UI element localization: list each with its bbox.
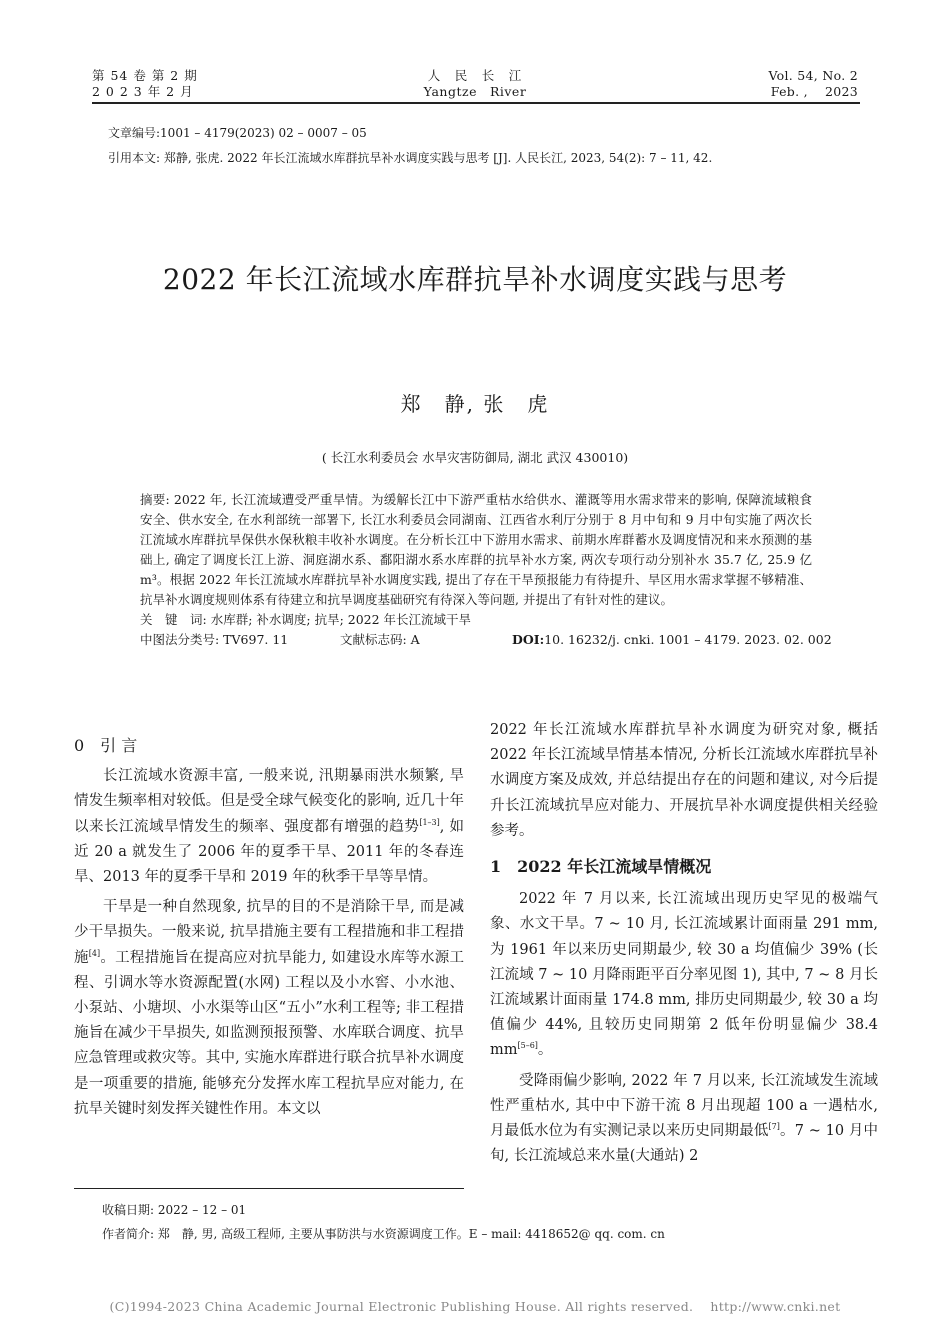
- p3-text-a: 2022 年 7 月以来, 长江流域出现历史罕见的极端气象、水文干旱。7 ~ 10 月, 长江流域累计面雨量 291 mm, 为 1961 年以来历史同期最少, 较 30 a 均值偏少 39% (长江流域 7 ~ 10 月降雨距平百分率见图 1), 其中, 7 ~ 8 月长江流域累计面雨量 174.8 mm, 排历史同期最少, 较 30 a 均值偏少 44%, 且较历史同期第 2 低年份明显偏少 38.4 mm: [490, 891, 878, 1059]
- section-1-title: 1 2022 年长江流域旱情概况: [490, 857, 712, 877]
- article-number: 文章编号:1001 – 4179(2023) 02 – 0007 – 05: [108, 126, 367, 140]
- journal-name: [375, 68, 575, 100]
- paragraph-4: [490, 1069, 878, 1170]
- journal-volume-en: [768, 68, 858, 100]
- p2-text-b: 。工程措施旨在提高应对抗旱能力, 如建设水库等水源工程、引调水等水资源配置(水网) 工程以及小水窖、小水池、小泵站、小塘坝、小水渠等山区“五小”水利工程等; 非工程措施旨在减少干旱损失, 如监测预报预警、水库联合调度、抗旱应急管理或救灾等。其中, 实施水库群进行联合抗旱补水调度是一项重要的措施, 能够充分发挥水库工程抗旱应对能力, 在抗旱关键时刻发挥关键性作用。本文以: [74, 949, 465, 1117]
- journal-issue: [92, 68, 198, 100]
- keywords-label: 关 键 词:: [140, 612, 207, 627]
- author-bio: 作者简介: 郑 静, 男, 高级工程师, 主要从事防洪与水资源调度工作。E – mail: 4418652@ qq. com. cn: [102, 1227, 665, 1241]
- paragraph-3: [490, 887, 878, 1063]
- abstract-block: [140, 490, 832, 650]
- paragraph-1: [74, 764, 464, 890]
- journal-name-en: Yangtze River: [423, 84, 527, 99]
- section-0-title: 0 引 言: [74, 736, 138, 755]
- paragraph-2: [74, 895, 464, 1122]
- volume-en: Vol. 54, No. 2: [768, 68, 858, 83]
- keywords: [140, 610, 812, 630]
- p1-text-a: 长江流域水资源丰富, 一般来说, 汛期暴雨洪水频繁, 旱情发生频率相对较低。但是受全球气候变化的影响, 近几十年以来长江流域旱情发生的频率、强度都有增强的趋势: [74, 768, 464, 835]
- affiliation: ( 长江水利委员会 水旱灾害防御局, 湖北 武汉 430010): [321, 450, 629, 465]
- p4-text-a: 受降雨偏少影响, 2022 年 7 月以来, 长江流域发生流域性严重枯水, 其中中下游干流 8 月出现超 100 a 一遇枯水, 月最低水位为有实测记录以来历史同期最低: [490, 1072, 878, 1140]
- doi: [512, 630, 832, 650]
- issue-volume: 第 54 卷 第 2 期: [92, 68, 198, 83]
- doi-label: DOI:: [512, 632, 545, 647]
- left-column: [74, 733, 464, 1122]
- journal-name-cn: 人 民 长 江: [427, 68, 523, 83]
- authors: 郑 静, 张 虎: [400, 392, 550, 416]
- citation: 引用本文: 郑静, 张虎. 2022 年长江流域水库群抗旱补水调度实践与思考 [J]. 人民长江, 2023, 54(2): 7 – 11, 42.: [108, 151, 713, 165]
- citation-ref: [4]: [88, 948, 101, 958]
- paper-title: 2022 年长江流域水库群抗旱补水调度实践与思考: [162, 263, 788, 296]
- received-date: 收稿日期: 2022 – 12 – 01: [102, 1203, 247, 1217]
- right-column: [490, 718, 878, 1169]
- document-code: 文献标志码: A: [340, 632, 420, 647]
- issue-date: 2 0 2 3 年 2 月: [92, 84, 194, 99]
- citation-ref: [7]: [768, 1122, 780, 1132]
- p1-text-b: , 如近 20 a 就发生了 2006 年的夏季干旱、2011 年的冬春连旱、2013 年的夏季干旱和 2019 年的秋季干旱等旱情。: [74, 818, 464, 886]
- paragraph-continued: 2022 年长江流域水库群抗旱补水调度为研究对象, 概括 2022 年长江流域旱情基本情况, 分析长江流域水库群抗旱补水调度方案及成效, 并总结提出存在的问题和建议, 对今后提升长江流域抗旱应对能力、开展抗旱补水调度提供相关经验参考。: [490, 722, 878, 839]
- doi-value: 10. 16232/j. cnki. 1001 – 4179. 2023. 02. 002: [544, 632, 832, 647]
- classification-row: [140, 630, 832, 650]
- keywords-text: 水库群; 补水调度; 抗旱; 2022 年长江流域干旱: [210, 612, 472, 627]
- p4-text-b: 。7 ~ 10 月中旬, 长江流域总来水量(大通站) 2: [490, 1123, 879, 1165]
- date-en: Feb. , 2023: [770, 84, 858, 99]
- p3-text-b: 。: [537, 1042, 553, 1059]
- p2-text-a: 干旱是一种自然现象, 抗旱的目的不是消除干旱, 而是减少干旱损失。一般来说, 抗旱措施主要有工程措施和非工程措施: [74, 899, 464, 966]
- header-rule: [92, 102, 860, 104]
- citation-ref: [1–3]: [419, 817, 440, 827]
- citation-ref: [5–6]: [517, 1041, 538, 1051]
- clc-number: 中图法分类号: TV697. 11: [140, 632, 289, 647]
- abstract-text: 摘要: 2022 年, 长江流域遭受严重旱情。为缓解长江中下游严重枯水给供水、灌溉等用水需求带来的影响, 保障流域粮食安全、供水安全, 在水利部统一部署下, 长江水利委员会同湖南、江西省水利厅分别于 8 月中旬和 9 月中旬实施了两次长江流域水库群抗旱保供水保秋粮丰收补水调度。在分析长江中下游用水需求、前期水库群蓄水及调度情况和来水预测的基础上, 确定了调度长江上游、洞庭湖水系、鄱阳湖水系水库群的抗旱补水方案, 两次专项行动分别补水 35.7 亿, 25.9 亿 m³。根据 2022 年长江流域水库群抗旱补水调度实践, 提出了存在干旱预报能力有待提升、旱区用水需求掌握不够精准、抗旱补水调度规则体系有待建立和抗旱调度基础研究有待深入等问题, 并提出了有针对性的建议。: [140, 492, 812, 607]
- footnote-rule: [74, 1188, 464, 1189]
- copyright-notice: (C)1994-2023 China Academic Journal Electronic Publishing House. All rights reserved. http://www.cnki.net: [109, 1299, 841, 1314]
